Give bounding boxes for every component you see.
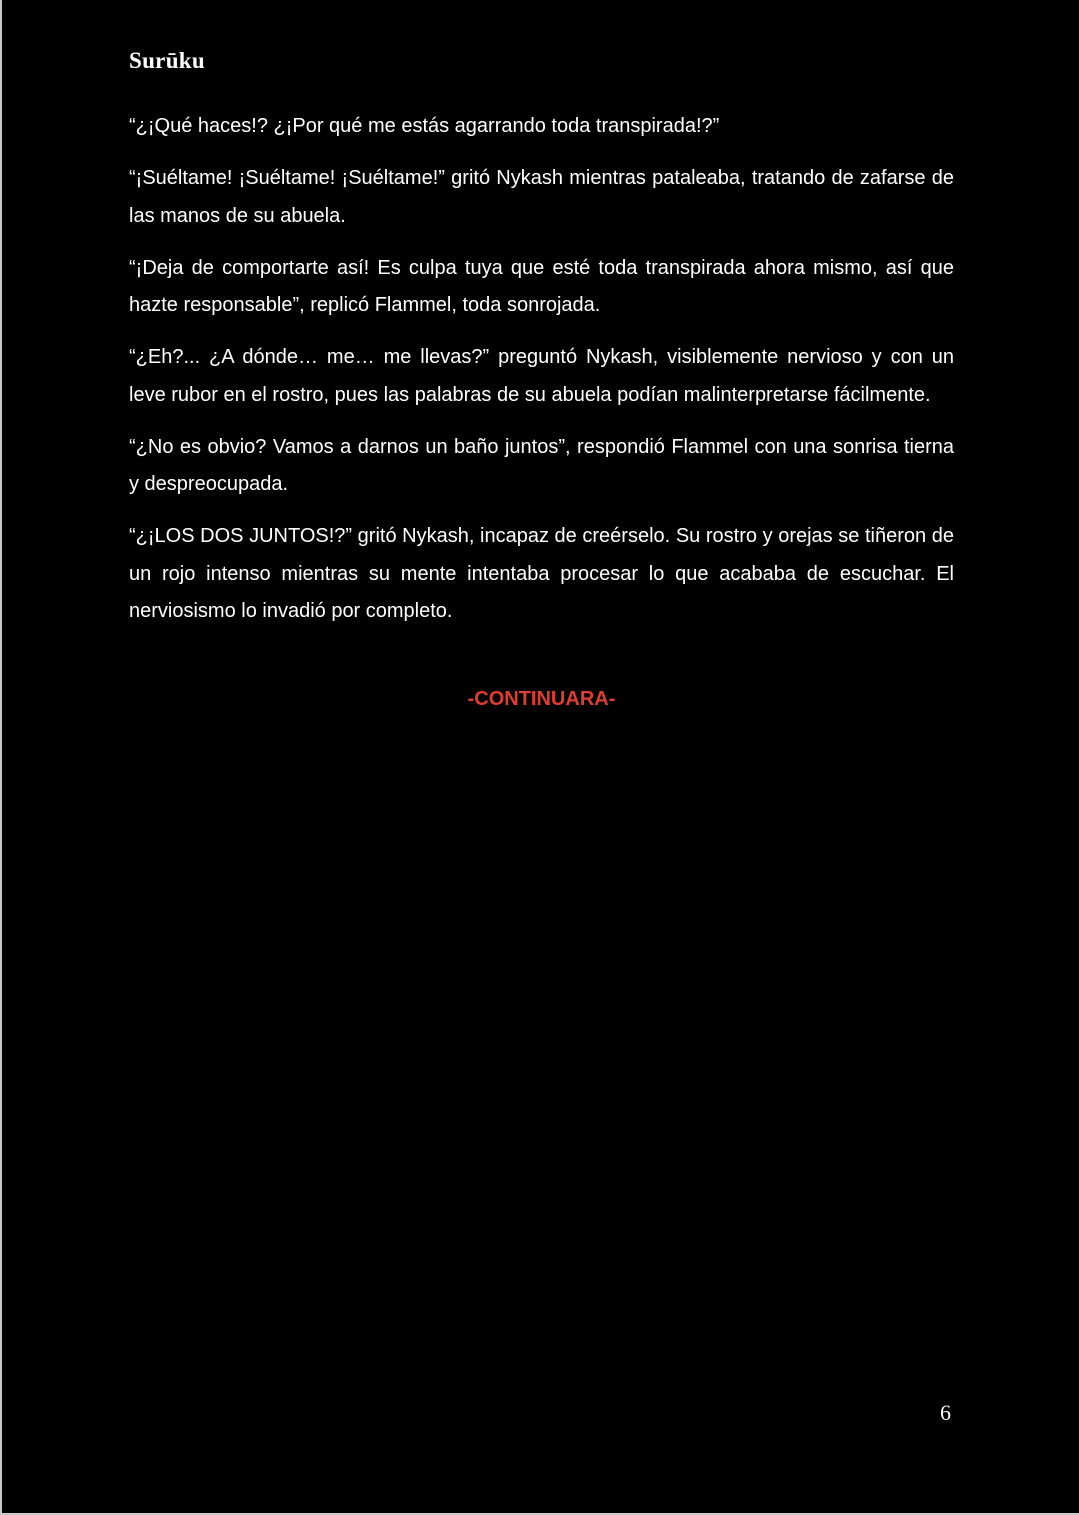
continuation-marker: -CONTINUARA- [467, 688, 616, 710]
story-body [129, 108, 954, 645]
running-header: Surūku [129, 48, 205, 73]
paragraph: “¡Suéltame! ¡Suéltame! ¡Suéltame!” gritó Nykash mientras pataleaba, tratando de zafarse de las manos de su abuela. [129, 167, 954, 227]
paragraph: “¿¡LOS DOS JUNTOS!?” gritó Nykash, incapaz de creérselo. Su rostro y orejas se tiñeron de un rojo intenso mientras su mente intentaba procesar lo que acababa de escuchar. El nerviosismo lo invadió por completo. [129, 525, 954, 622]
paragraph: “¿Eh?... ¿A dónde… me… me llevas?” preguntó Nykash, visiblemente nervioso y con un leve rubor en el rostro, pues las palabras de su abuela podían malinterpretarse fácilmente. [129, 346, 954, 406]
paragraph: “¿No es obvio? Vamos a darnos un baño juntos”, respondió Flammel con una sonrisa tierna y despreocupada. [129, 435, 954, 495]
paragraph: “¿¡Qué haces!? ¿¡Por qué me estás agarrando toda transpirada!?” [129, 115, 720, 137]
page-number: 6 [940, 1400, 951, 1425]
paragraph: “¡Deja de comportarte así! Es culpa tuya que esté toda transpirada ahora mismo, así que hazte responsable”, replicó Flammel, toda sonrojada. [129, 256, 954, 316]
document-page [2, 0, 1079, 1513]
